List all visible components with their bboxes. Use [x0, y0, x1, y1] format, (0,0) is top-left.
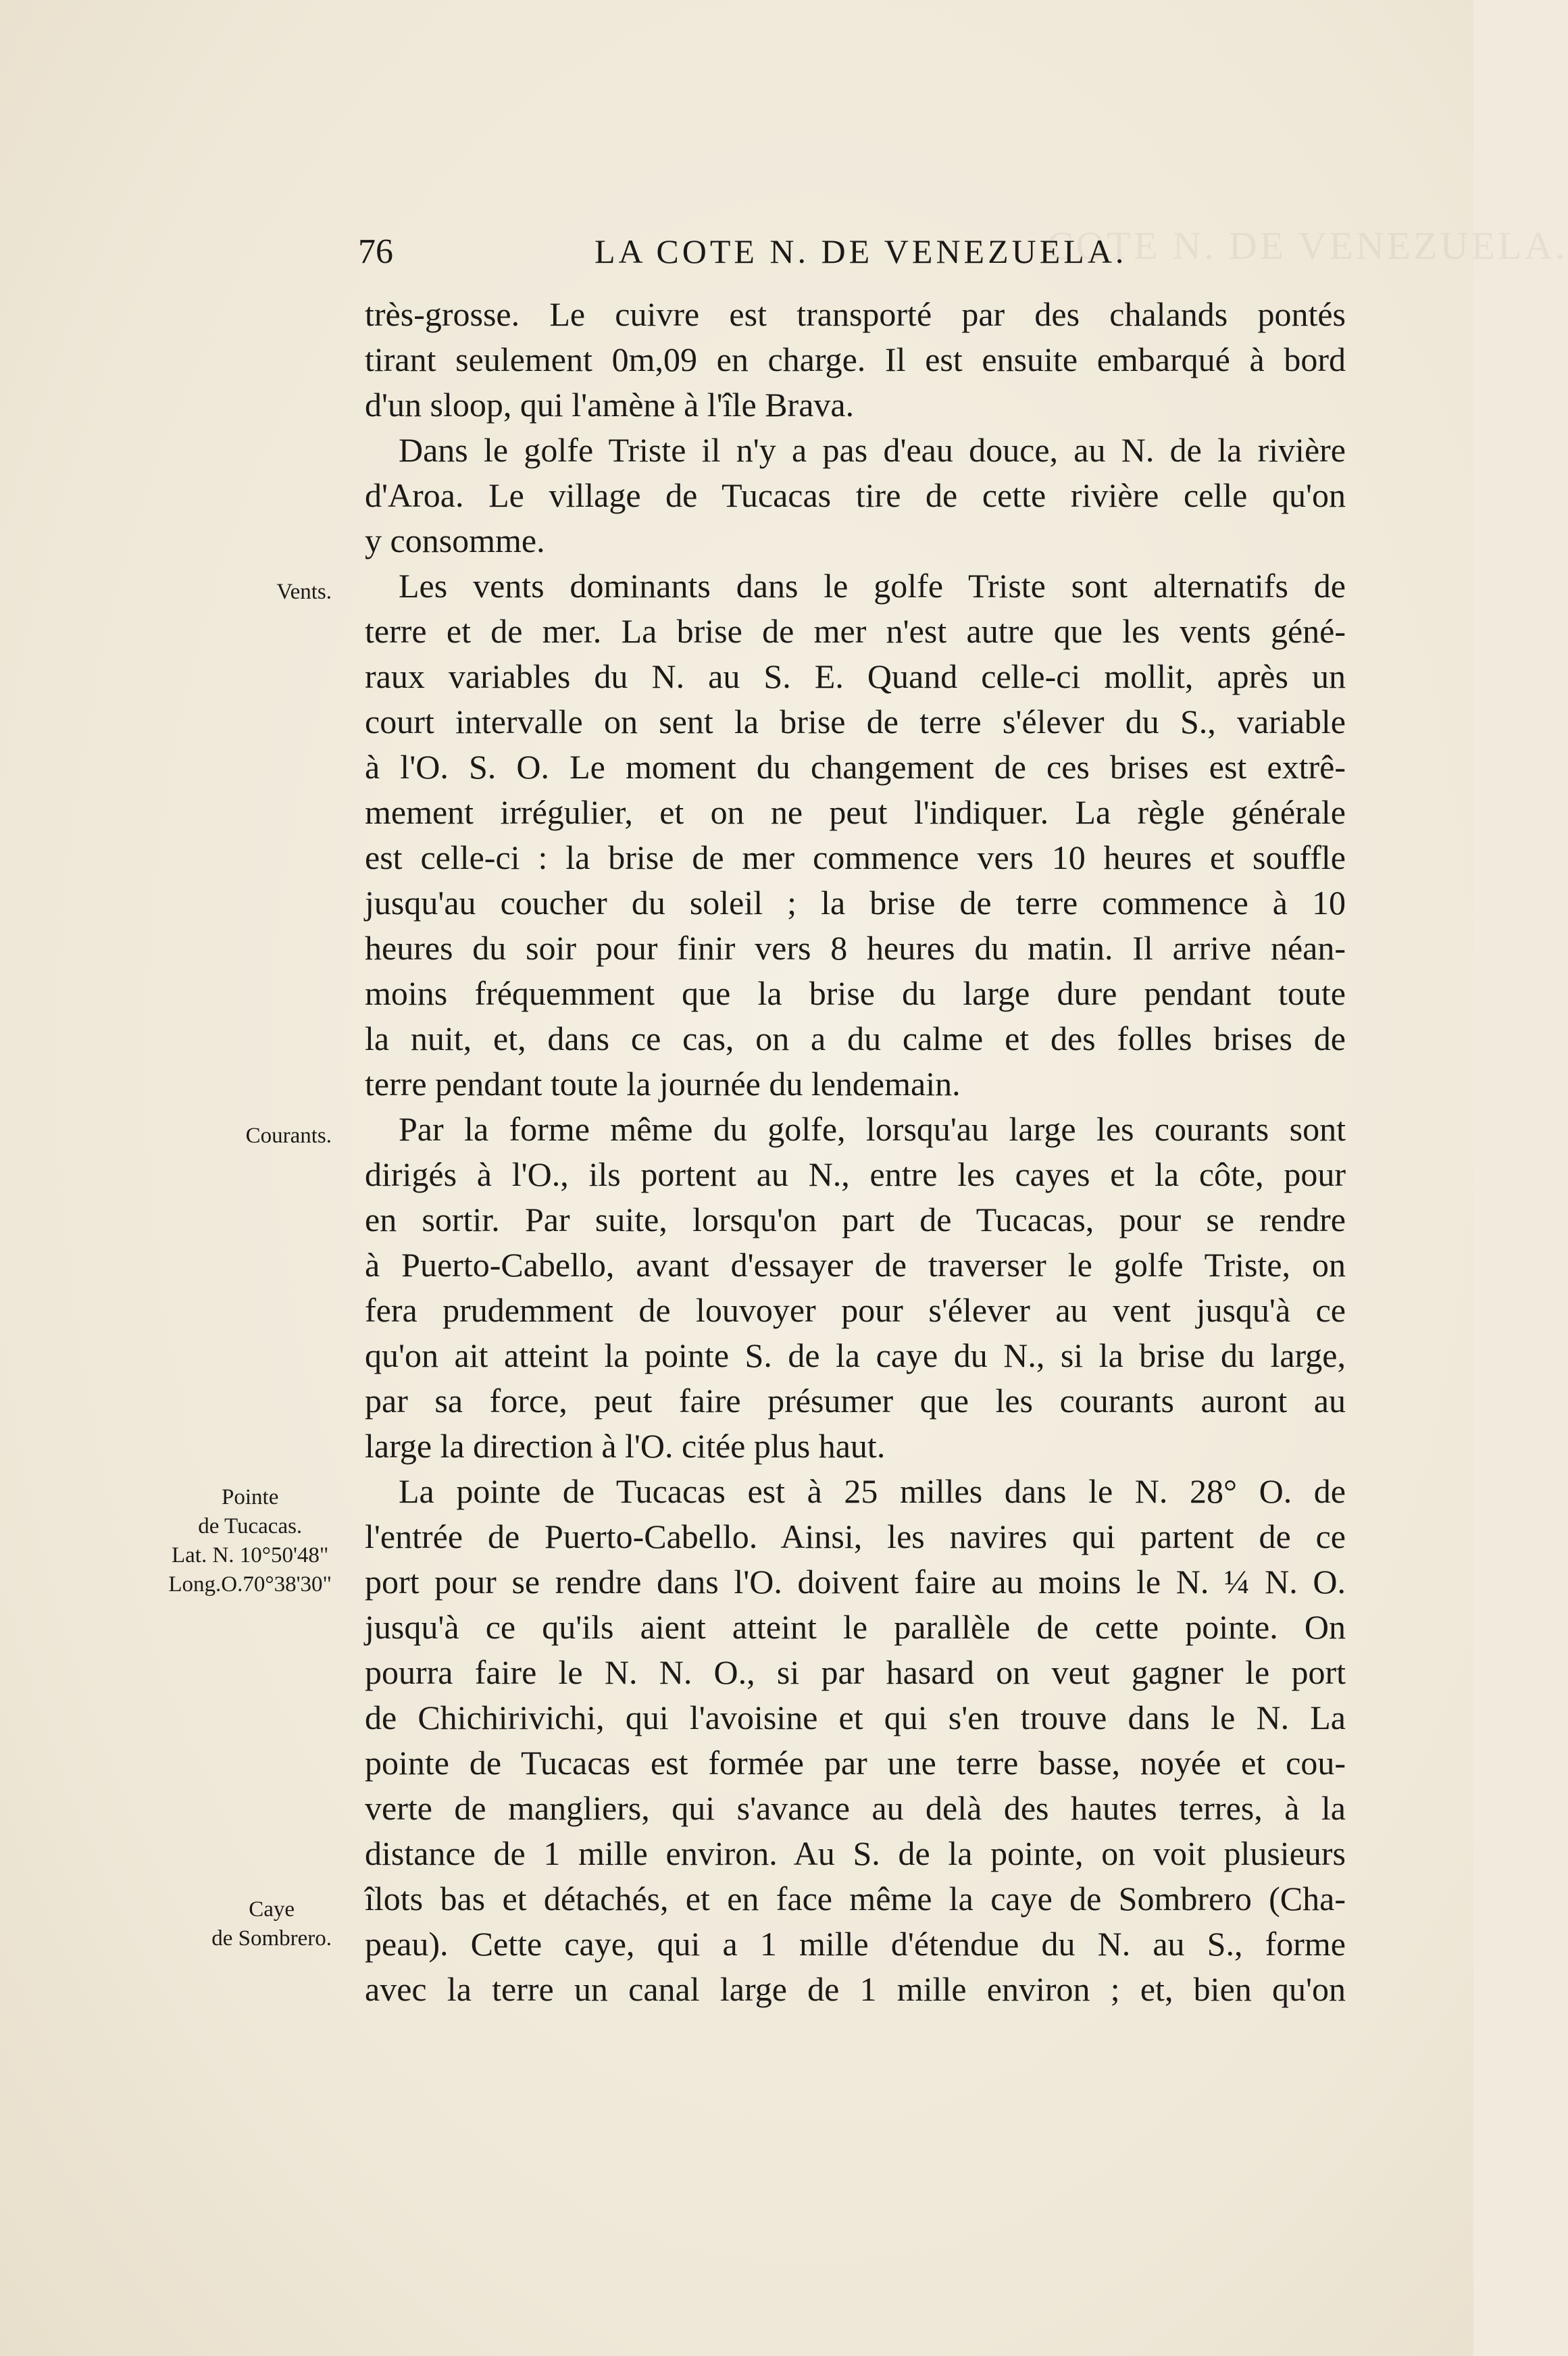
- margin-note-line: Pointe: [222, 1485, 279, 1509]
- text-line: est celle-ci : la brise de mer commence vers 10 heures et souffle: [365, 838, 1346, 876]
- text-line: en sortir. Par suite, lorsqu'on part de Tucacas, pour se rendre: [365, 1201, 1346, 1238]
- margin-note-vents: [276, 578, 332, 607]
- text-line: jusqu'à ce qu'ils aient atteint le parallèle de cette pointe. On: [365, 1608, 1346, 1646]
- text-line: court intervalle on sent la brise de terre s'élever du S., variable: [365, 703, 1346, 741]
- text-line: l'entrée de Puerto-Cabello. Ainsi, les navires qui partent de ce: [365, 1518, 1346, 1555]
- text-line: la nuit, et, dans ce cas, on a du calme et des folles brises de: [365, 1020, 1346, 1057]
- page-number: 76: [358, 232, 393, 271]
- text-line: pointe de Tucacas est formée par une terre basse, noyée et cou-: [365, 1744, 1346, 1782]
- margin-note-courants: [246, 1122, 332, 1151]
- margin-note-line: Caye: [249, 1897, 295, 1922]
- margin-note-line: Vents.: [276, 580, 332, 604]
- margin-note-line: Courants.: [245, 1124, 332, 1148]
- margin-note-line: de Tucacas.: [198, 1514, 303, 1538]
- text-line: Par la forme même du golfe, lorsqu'au large les courants sont: [399, 1110, 1346, 1148]
- text-line: tirant seulement 0m,09 en charge. Il est ensuite embarqué à bord: [365, 341, 1346, 378]
- text-line: qu'on ait atteint la pointe S. de la caye du N., si la brise du large,: [365, 1336, 1346, 1374]
- text-line: avec la terre un canal large de 1 mille environ ; et, bien qu'on: [365, 1970, 1346, 2008]
- text-line: de Chichirivichi, qui l'avoisine et qui s'en trouve dans le N. La: [365, 1699, 1346, 1736]
- text-line: peau). Cette caye, qui a 1 mille d'étendue du N. au S., forme: [365, 1925, 1346, 1963]
- margin-note-line: Long.O.70°38'30": [168, 1572, 332, 1597]
- text-line: moins fréquemment que la brise du large dure pendant toute: [365, 974, 1346, 1012]
- text-line: dirigés à l'O., ils portent au N., entre les cayes et la côte, pour: [365, 1155, 1346, 1193]
- text-line: très-grosse. Le cuivre est transporté par des chalands pontés: [365, 295, 1346, 333]
- text-line: îlots bas et détachés, et en face même la caye de Sombrero (Cha-: [365, 1880, 1346, 1918]
- text-line: terre pendant toute la journée du lendemain.: [365, 1065, 961, 1103]
- text-line: Les vents dominants dans le golfe Triste sont alternatifs de: [399, 567, 1346, 605]
- text-line: à l'O. S. O. Le moment du changement de ces brises est extrê-: [365, 748, 1346, 786]
- text-line: La pointe de Tucacas est à 25 milles dans le N. 28° O. de: [399, 1472, 1346, 1510]
- text-line: d'un sloop, qui l'amène à l'île Brava.: [365, 386, 855, 424]
- margin-note-caye-de-sombrero: [211, 1895, 332, 1953]
- text-line: verte de mangliers, qui s'avance au delà des hautes terres, à la: [365, 1789, 1346, 1827]
- text-line: jusqu'au coucher du soleil ; la brise de terre commence à 10: [365, 884, 1346, 922]
- text-line: à Puerto-Cabello, avant d'essayer de traverser le golfe Triste, on: [365, 1246, 1346, 1284]
- text-line: terre et de mer. La brise de mer n'est autre que les vents géné-: [365, 612, 1346, 650]
- running-title: LA COTE N. DE VENEZUELA.: [595, 232, 1128, 270]
- margin-note-line: Lat. N. 10°50'48": [171, 1543, 329, 1568]
- body-text: [365, 292, 1346, 2012]
- text-line: fera prudemment de louvoyer pour s'élever au vent jusqu'à ce: [365, 1291, 1346, 1329]
- text-line: port pour se rendre dans l'O. doivent faire au moins le N. ¼ N. O.: [365, 1563, 1346, 1601]
- text-line: mement irrégulier, et on ne peut l'indiquer. La règle générale: [365, 793, 1346, 831]
- text-line: d'Aroa. Le village de Tucacas tire de cette rivière celle qu'on: [365, 476, 1346, 514]
- text-line: Dans le golfe Triste il n'y a pas d'eau douce, au N. de la rivière: [399, 431, 1346, 469]
- margin-note-pointe-de-tucacas: [168, 1483, 332, 1599]
- text-line: raux variables du N. au S. E. Quand celle-ci mollit, après un: [365, 657, 1346, 695]
- text-line: large la direction à l'O. citée plus haut.: [365, 1427, 886, 1465]
- text-line: distance de 1 mille environ. Au S. de la pointe, on voit plusieurs: [365, 1834, 1346, 1872]
- text-line: par sa force, peut faire présumer que les courants auront au: [365, 1382, 1346, 1420]
- text-line: pourra faire le N. N. O., si par hasard on veut gagner le port: [365, 1653, 1346, 1691]
- margin-note-line: de Sombrero.: [211, 1926, 332, 1951]
- page-header: [358, 232, 1351, 286]
- text-line: y consomme.: [365, 522, 545, 559]
- show-through-text: COTE N. DE VENEZUELA.: [1047, 224, 1568, 268]
- text-line: heures du soir pour finir vers 8 heures du matin. Il arrive néan-: [365, 929, 1346, 967]
